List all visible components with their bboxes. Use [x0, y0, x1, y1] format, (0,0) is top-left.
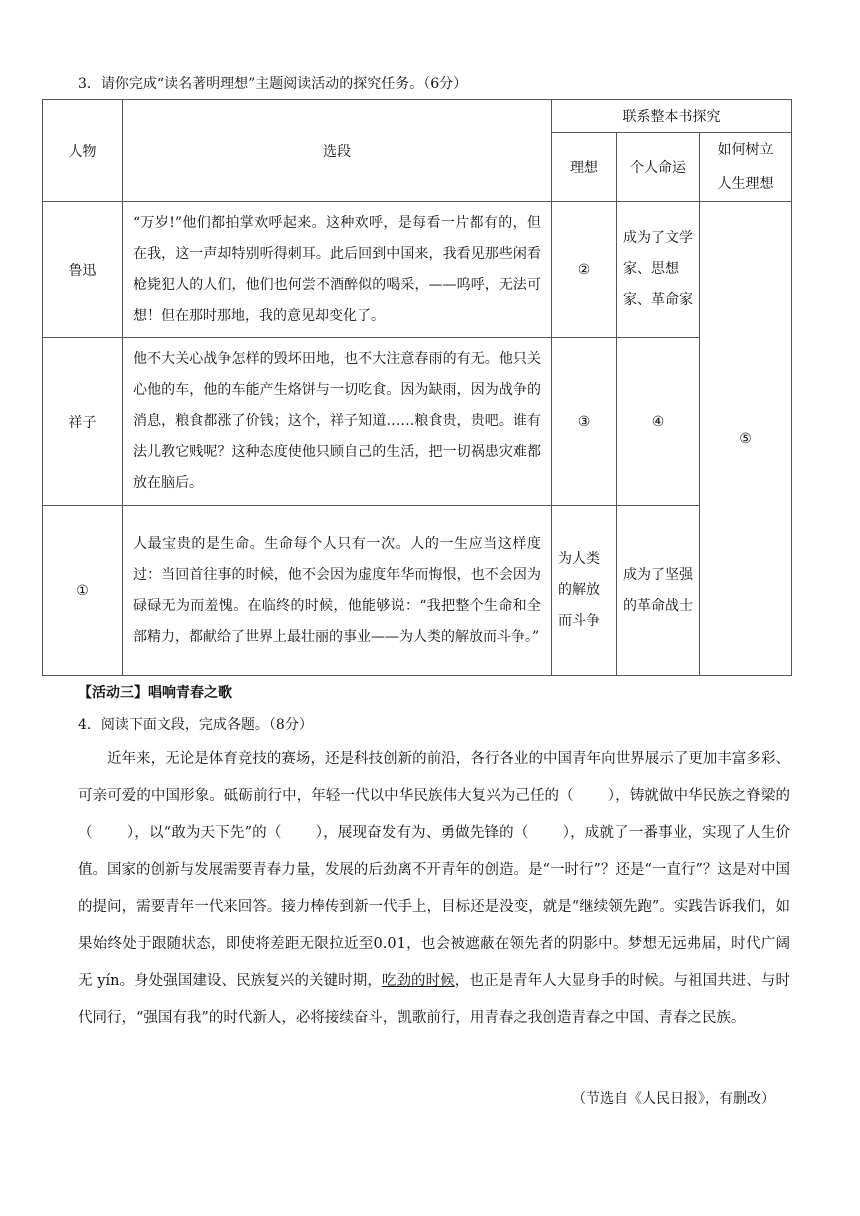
header-person: 人物	[43, 100, 123, 202]
row-person: ①	[43, 506, 123, 676]
table-row	[43, 506, 792, 676]
row-fate: 成为了坚强的革命战士	[617, 506, 700, 676]
header-excerpt: 选段	[123, 100, 552, 202]
row-person: 鲁迅	[43, 202, 123, 338]
passage-paragraph-1: 近年来，无论是体育竞技的赛场，还是科技创新的前沿，各行各业的中国青年向世界展示了更加丰富多彩、可亲可爱的中国形象。砥砺前行中，年轻一代以中华民族伟大复兴为己任的（ ），铸就做中华民族之脊梁的（ ），以“敢为天下先”的（ ），展现奋发有为、勇做先锋的（ ），成就了一番事业，实现了人生价值。	[78, 751, 791, 878]
header-fate: 个人命运	[617, 133, 700, 202]
header-ideal: 理想	[552, 133, 617, 202]
row-excerpt: 人最宝贵的是生命。生命每个人只有一次。人的一生应当这样度过：当回首往事的时候，他不会因为虚度年华而悔恨，也不会因为碌碌无为而羞愧。在临终的时候，他能够说：“我把整个生命和全部精力，都献给了世界上最壮丽的事业——为人类的解放而斗争。”	[123, 506, 552, 676]
row-fate: ④	[617, 338, 700, 506]
question-3-title: 3．请你完成“读名著明理想”主题阅读活动的探究任务。（6分）	[78, 76, 468, 92]
row-fate: 成为了文学家、思想家、革命家	[617, 202, 700, 338]
table-row	[43, 202, 792, 338]
header-group: 联系整本书探究	[552, 100, 792, 133]
source-note: （节选自《人民日报》，有删改）	[572, 1091, 775, 1107]
row-ideal: ③	[552, 338, 617, 506]
header-howto	[700, 133, 792, 202]
header-howto-line2: 人生理想	[717, 176, 774, 192]
row-ideal: 为人类的解放而斗争	[552, 506, 617, 676]
activity-3-heading: 【活动三】唱响青春之歌	[78, 685, 232, 701]
howto-answer: ⑤	[700, 202, 792, 676]
table-row	[43, 338, 792, 506]
header-howto-line1: 如何树立	[717, 142, 774, 158]
row-excerpt: 他不大关心战争怎样的毁坏田地，也不大注意春雨的有无。他只关心他的车，他的车能产生烙饼与一切吃食。因为缺雨，因为战争的消息，粮食都涨了价钱；这个，祥子知道……粮食贵，贵吧。谁有法儿教它贱呢？这种态度使他只顾自己的生活，把一切祸患灾难都放在脑后。	[123, 338, 552, 506]
row-excerpt: “万岁!”他们都拍掌欢呼起来。这种欢呼，是每看一片都有的，但在我，这一声却特别听得刺耳。此后回到中国来，我看见那些闲看枪毙犯人的人们，他们也何尝不酒醉似的喝采，——呜呼，无法可想！但在那时那地，我的意见却变化了。	[123, 202, 552, 338]
underlined-phrase: 吃劲的时候	[381, 973, 455, 989]
row-person: 祥子	[43, 338, 123, 506]
row-ideal: ②	[552, 202, 617, 338]
question-4-title: 4．阅读下面文段，完成各题。（8分）	[78, 717, 313, 733]
exploration-table	[42, 99, 792, 676]
passage-paragraph-2: 国家的创新与发展需要青春力量，发展的后劲离不开青年的创造。是“一时行”？还是“一直行”？这是对中国的提问，需要青年一代来回答。接力棒传到新一代手上，目标还是没变，就是“继续领先跑”。实践告诉我们，如果始终处于跟随状态，即使将差距无限拉近至0.01，也会被遮蔽在领先者的阴影中。梦想无远弗届，时代广阔无 yín。身处强国建设、民族复兴的关键时期，吃劲的时候，也正是青年人大显身手的时候。与祖国共进、与时代同行，“强国有我”的时代新人，必将接续奋斗，凯歌前行，用青春之我创造青春之中国、青春之民族。	[78, 862, 790, 1026]
